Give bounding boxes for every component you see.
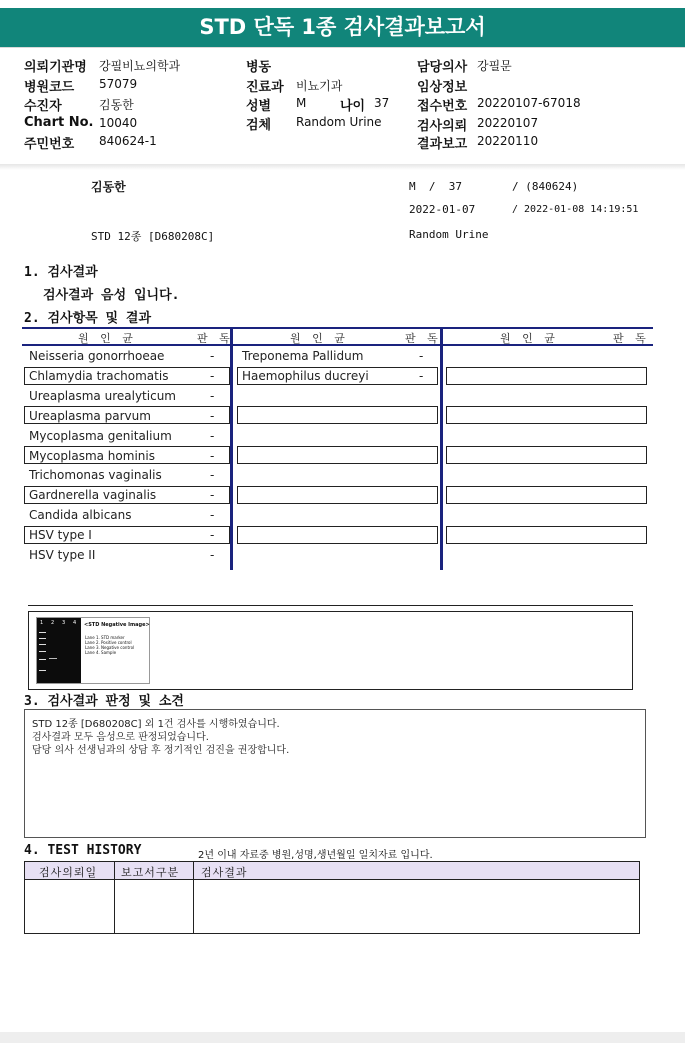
rrn-label: 주민번호 [24,137,75,152]
lane-label: 3 [62,620,66,626]
lane-label: 4 [73,620,77,626]
section4-title: 4. TEST HISTORY [24,843,142,858]
history-table [24,861,640,934]
organism-result: - [210,508,215,522]
age-value: 37 [374,96,390,110]
ward-label: 병동 [246,60,272,75]
header-result-1: 판 독 [197,332,234,345]
grid-divider-1 [230,329,233,570]
age-label: 나이 [340,99,366,114]
organism-result: - [419,349,424,363]
organism-name: Candida albicans [29,508,132,522]
doctor-value: 강필문 [477,59,512,73]
row-box [237,406,438,424]
organism-name: Mycoplasma genitalium [29,429,172,443]
footer-band [0,1032,685,1043]
collect-date: 2022-01-07 [409,203,476,216]
organism-name: Gardnerella vaginalis [29,488,157,502]
opinion-line: 담당 의사 선생님과의 상담 후 정기적인 검진을 권장합니다. [32,745,290,756]
section1-title: 1. 검사결과 [24,265,98,280]
header-organism-3: 원 인 균 [500,332,559,345]
dept-label: 진료과 [246,80,284,95]
row-box [446,526,647,544]
header-result-3: 판 독 [613,332,650,345]
hospital-code-label: 병원코드 [24,80,75,95]
row-box [237,486,438,504]
request-date-label: 검사의뢰 [417,119,468,134]
row-box [237,446,438,464]
opinion-line: STD 12종 [D680208C] 외 1건 검사를 시행하였습니다. [32,719,280,730]
organism-result: - [210,449,215,463]
organism-result: - [210,369,215,383]
patient-name: 김동한 [91,180,126,194]
receipt-datetime: / 2022-01-08 14:19:51 [512,204,639,215]
organism-name: Ureaplasma urealyticum [29,389,176,403]
organism-result: - [419,369,424,383]
rrn-value: 840624-1 [99,134,157,148]
header-shadow [0,164,685,170]
chart-no-label: Chart No. [24,115,94,130]
gel-image [36,617,150,684]
header-result-2: 판 독 [405,332,442,345]
organism-result: - [210,389,215,403]
grid-divider-2 [440,329,443,570]
report-date-value: 20220110 [477,134,539,148]
lane-label: 2 [51,620,55,626]
row-box [446,446,647,464]
patient-birth: / (840624) [512,180,579,193]
receipt-no-label: 접수번호 [417,99,468,114]
doctor-label: 담당의사 [417,60,468,75]
row-box [446,367,647,385]
lane-label: 1 [40,620,44,626]
organism-result: - [210,528,215,542]
specimen-value: Random Urine [296,115,382,129]
gel-caption-line: Lane 4. Sample [85,650,117,655]
history-header-row [25,862,639,880]
organism-name: Trichomonas vaginalis [29,468,162,482]
patient-sex-age: M / 37 [409,180,462,193]
header-organism-1: 원 인 균 [78,332,137,345]
test-code: STD 12종 [D680208C] [91,230,215,243]
organism-name: Mycoplasma hominis [29,449,155,463]
header-organism-2: 원 인 균 [290,332,349,345]
row-box [446,406,647,424]
dept-value: 비뇨기과 [296,79,343,93]
institution-label: 의뢰기관명 [24,60,87,75]
history-header-result: 검사결과 [201,866,248,879]
clinical-info-label: 임상정보 [417,80,468,95]
organism-name: HSV type I [29,528,92,542]
history-header-report-type: 보고서구분 [121,866,180,879]
sex-label: 성별 [246,99,272,114]
history-note: 2년 이내 자료중 병원,성명,생년월일 일치자료 입니다. [198,850,433,861]
hospital-code-value: 57079 [99,77,138,91]
opinion-line: 검사결과 모두 음성으로 판정되었습니다. [32,732,209,743]
sex-value: M [296,96,307,110]
gel-caption-title: <STD Negative Image> [84,622,150,628]
section3-title: 3. 검사결과 판정 및 소견 [24,694,184,709]
organism-name: Ureaplasma parvum [29,409,151,423]
history-header-request-date: 검사의뢰일 [39,866,98,879]
gel-caption-line: Lane 2. Positive control [85,640,132,645]
image-panel-rule [28,605,633,606]
organism-name: HSV type II [29,548,96,562]
patient-label: 수진자 [24,99,62,114]
report-title: STD 단독 1종 검사결과보고서 [0,8,685,47]
request-date-value: 20220107 [477,116,539,130]
organism-name: Chlamydia trachomatis [29,369,169,383]
section1-summary: 검사결과 음성 입니다. [43,288,180,303]
patient-value: 김동한 [99,98,134,112]
organism-result: - [210,429,215,443]
organism-result: - [210,349,215,363]
chart-no-value: 10040 [99,116,138,130]
gel-caption-line: Lane 1. STD marker [85,635,125,640]
institution-value: 강필비뇨의학과 [99,59,181,73]
organism-result: - [210,548,215,562]
organism-name: Haemophilus ducreyi [242,369,369,383]
section2-title: 2. 검사항목 및 결과 [24,311,152,326]
organism-name: Treponema Pallidum [242,349,364,363]
gel-lanes-image [37,618,81,683]
organism-result: - [210,409,215,423]
gel-caption-line: Lane 3. Negative control [85,645,135,650]
organism-name: Neisseria gonorrhoeae [29,349,165,363]
receipt-no-value: 20220107-67018 [477,96,581,110]
row-box [446,486,647,504]
specimen-label: 검체 [246,118,272,133]
organism-result: - [210,468,215,482]
report-date-label: 결과보고 [417,137,468,152]
grid-top-rule [22,327,653,329]
row-box [237,526,438,544]
patient-specimen: Random Urine [409,228,489,241]
organism-result: - [210,488,215,502]
